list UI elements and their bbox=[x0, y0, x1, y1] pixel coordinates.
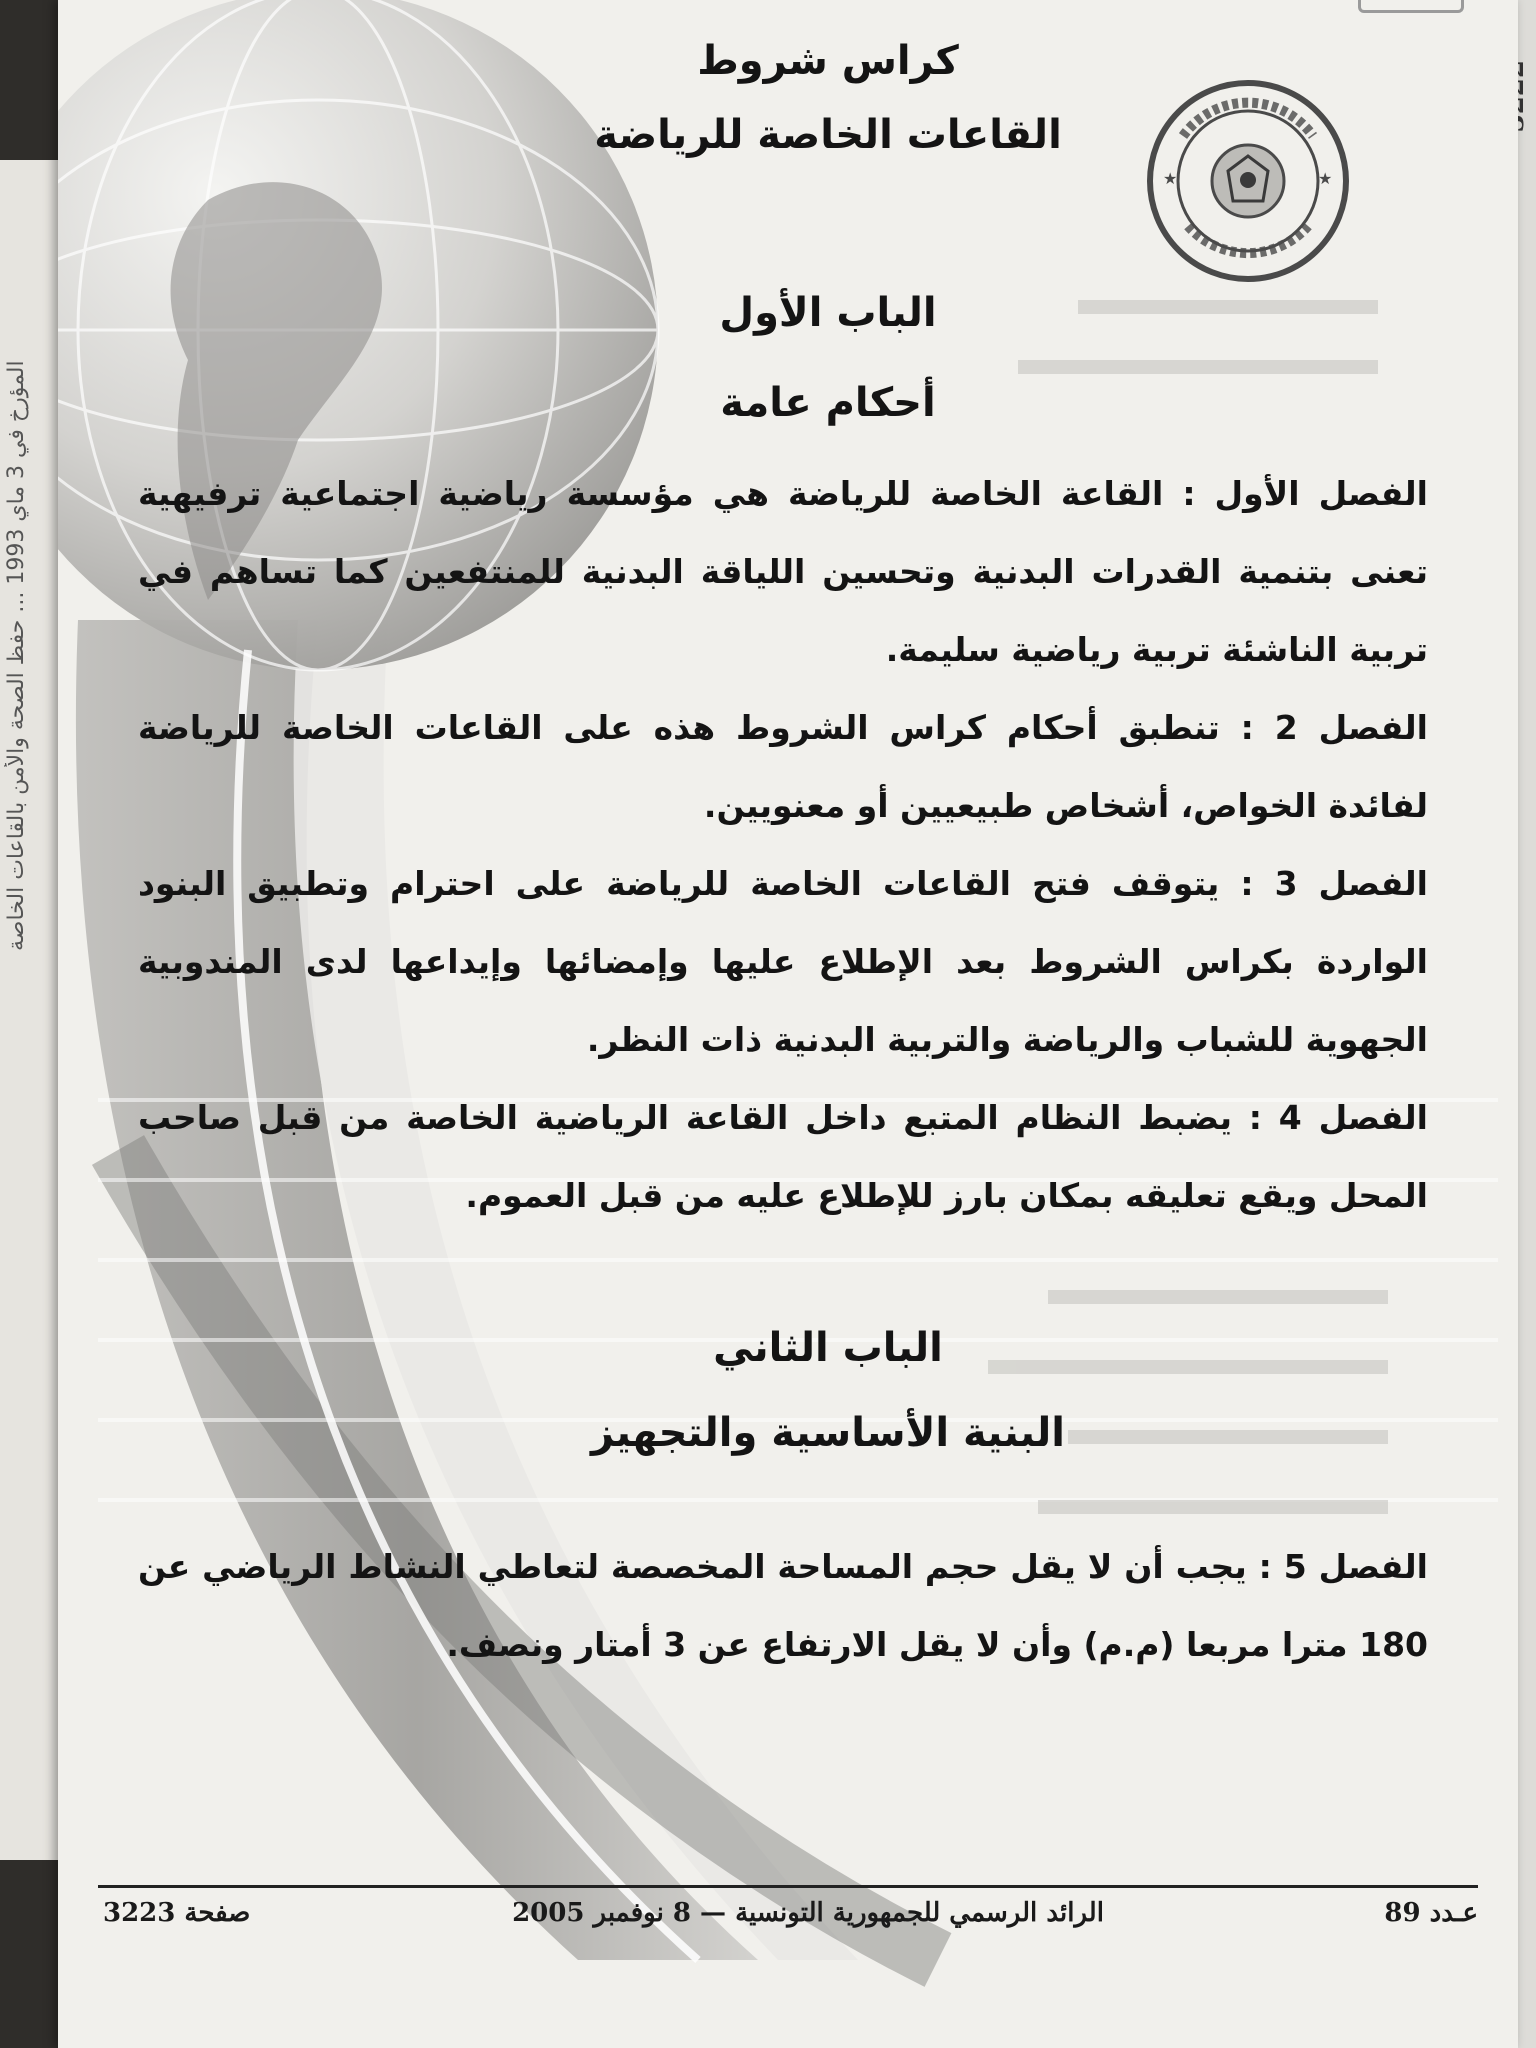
article-3: الفصل 3 : يتوقف فتح القاعات الخاصة للرياضة على احترام وتطبيق البنود الواردة بكراس الشروط بعد الإطلاع عليها وإمضائها وإيداعها لدى المندوبية الجهوية للشباب والرياضة والتربية البدنية ذات النظر. bbox=[138, 864, 1428, 1059]
footer-issue-number: عـدد 89 bbox=[1384, 1898, 1478, 1928]
footer-rule bbox=[98, 1885, 1478, 1888]
part2-heading: الباب الثاني bbox=[713, 1325, 943, 1371]
part1-heading: الباب الأول bbox=[719, 290, 937, 336]
svg-text:★: ★ bbox=[1318, 169, 1333, 188]
svg-text:★: ★ bbox=[1163, 169, 1178, 188]
document-subtitle: القاعات الخاصة للرياضة bbox=[594, 112, 1062, 158]
footer-journal-date: الرائد الرسمي للجمهورية التونسية — 8 نوفمبر 2005 bbox=[512, 1898, 1104, 1928]
document-page bbox=[58, 0, 1518, 2048]
part1-subheading: أحكام عامة bbox=[720, 380, 936, 426]
document-title: كراس شروط bbox=[697, 38, 959, 84]
footer-page-number: صفحة 3223 bbox=[103, 1898, 251, 1928]
document-content bbox=[58, 0, 1518, 2048]
article-2: الفصل 2 : تنطبق أحكام كراس الشروط هذه على القاعات الخاصة للرياضة لفائدة الخواص، أشخاص طبيعيين أو معنويين. bbox=[138, 708, 1428, 825]
official-stamp-icon bbox=[1143, 76, 1353, 286]
article-5: الفصل 5 : يجب أن لا يقل حجم المساحة المخصصة لتعاطي النشاط الرياضي عن 180 مترا مربعا (م.م) وأن لا يقل الارتفاع عن 3 أمتار ونصف. bbox=[138, 1547, 1428, 1664]
article-1: الفصل الأول : القاعة الخاصة للرياضة هي مؤسسة رياضية اجتماعية ترفيهية تعنى بتنمية القدرات البدنية وتحسين اللياقة البدنية للمنتفعين كما تساهم في تربية الناشئة تربية رياضية سليمة. bbox=[138, 474, 1428, 669]
underlying-page-left-text: المؤرخ في 3 ماي 1993 ... حفظ الصحة والأمن بالقاعات الخاصة bbox=[4, 360, 29, 951]
article-4: الفصل 4 : يضبط النظام المتبع داخل القاعة الرياضية الخاصة من قبل صاحب المحل ويقع تعليقه بمكان بارز للإطلاع عليه من قبل العموم. bbox=[138, 1098, 1428, 1215]
part2-subheading: البنية الأساسية والتجهيز bbox=[591, 1410, 1065, 1456]
